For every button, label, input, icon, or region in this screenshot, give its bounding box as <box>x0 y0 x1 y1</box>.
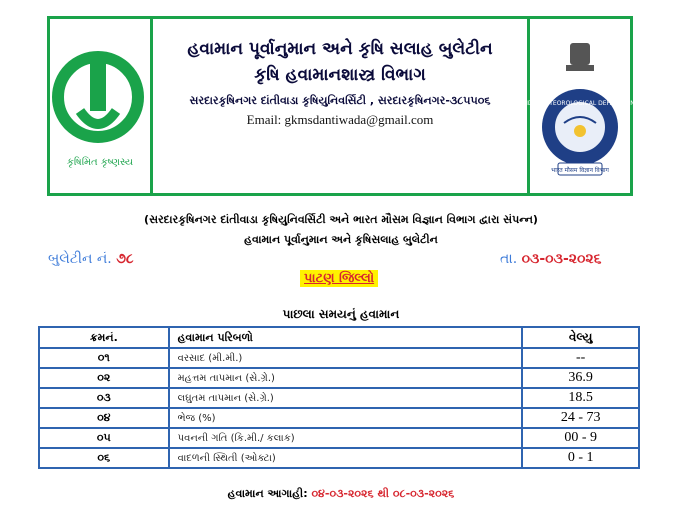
row-value: 36.9 <box>522 368 639 388</box>
past-weather-title: પાછલા સમયનું હવામાન <box>282 307 400 321</box>
contact-email[interactable]: Email: gkmsdantiwada@gmail.com <box>246 112 434 127</box>
row-parameter: લઘુતમ તાપમાન (સે.ગ્રે.) <box>169 388 523 408</box>
bulletin-number-value: ૭૮ <box>116 251 134 267</box>
forecast-period <box>0 487 682 501</box>
table-row <box>39 408 639 428</box>
imd-logo <box>521 19 639 193</box>
table-row <box>39 368 639 388</box>
bulletin-subtitle: હવામાન પૂર્વાનુમાન અને કૃષિસલાહ બુલેટીન <box>244 233 438 246</box>
imd-emblem-icon <box>521 19 639 193</box>
department-name: કૃષિ હવામાનશાસ્ત્ર વિભાગ <box>254 65 426 85</box>
row-value: 24 - 73 <box>522 408 639 428</box>
table-header-row <box>39 327 639 348</box>
row-serial: ૦૩ <box>39 388 169 408</box>
row-parameter: મહત્તમ તાપમાન (સે.ગ્રે.) <box>169 368 523 388</box>
table-row <box>39 388 639 408</box>
row-serial: ૦૪ <box>39 408 169 428</box>
header-parameter: હવામાન પરિબળો <box>169 327 523 348</box>
table-row <box>39 348 639 368</box>
bulletin-title: હવામાન પૂર્વાનુમાન અને કૃષિ સલાહ બુલેટીન <box>187 39 493 59</box>
university-logo-motto: કૃષિમિત કૃષ્ણસ્ય <box>66 157 134 168</box>
imd-seal-ring-text: INDIA METEOROLOGICAL DEPARTMENT <box>521 100 639 107</box>
header-value: વેલ્યુ <box>522 327 639 348</box>
university-logo <box>50 19 153 193</box>
bulletin-date-label: તા. <box>500 251 518 267</box>
table-row <box>39 448 639 468</box>
row-value: 18.5 <box>522 388 639 408</box>
header-center <box>153 19 527 193</box>
row-value: -- <box>522 348 639 368</box>
forecast-range: ૦૪-૦૩-૨૦૨૬ થી ૦૮-૦૩-૨૦૨૬ <box>311 487 455 500</box>
row-parameter: વાદળની સ્થિતી (ઓક્ટા) <box>169 448 523 468</box>
past-weather-table <box>38 326 640 469</box>
university-address: સરદારકૃષિનગર દાંતીવાડા કૃષિયુનિવર્સિટી , સરદારકૃષિનગર-૩૮૫૫૦૬ <box>189 94 491 107</box>
table-row <box>39 428 639 448</box>
header-serial: ક્રમનં. <box>39 327 169 348</box>
row-value: 0 - 1 <box>522 448 639 468</box>
row-parameter: ભેજ (%) <box>169 408 523 428</box>
row-value: 00 - 9 <box>522 428 639 448</box>
row-serial: ૦૧ <box>39 348 169 368</box>
district-name: પાટણ જિલ્લો <box>300 270 378 287</box>
row-parameter: વરસાદ (મી.મી.) <box>169 348 523 368</box>
row-parameter: પવનની ગતિ (કિ.મી./ કલાક) <box>169 428 523 448</box>
row-serial: ૦૬ <box>39 448 169 468</box>
row-serial: ૦૫ <box>39 428 169 448</box>
imd-seal-hindi-text: भारत मौसम विज्ञान विभाग <box>551 167 609 174</box>
joint-statement: (સરદારકૃષિનગર દાંતીવાડા કૃષિયુનિવર્સિટી અને ભારત મૌસમ વિજ્ઞાન વિભાગ દ્વારા સંપન્ન) <box>144 213 538 226</box>
bulletin-date <box>500 251 601 267</box>
bulletin-number <box>48 251 134 267</box>
row-serial: ૦૨ <box>39 368 169 388</box>
bulletin-number-label: બુલેટીન નં. <box>48 251 112 267</box>
bulletin-date-value: ૦૩-૦૩-૨૦૨૬ <box>521 251 602 267</box>
bulletin-header <box>47 16 639 196</box>
university-logo-icon <box>50 19 150 193</box>
forecast-label: હવામાન આગાહી: <box>227 487 308 500</box>
